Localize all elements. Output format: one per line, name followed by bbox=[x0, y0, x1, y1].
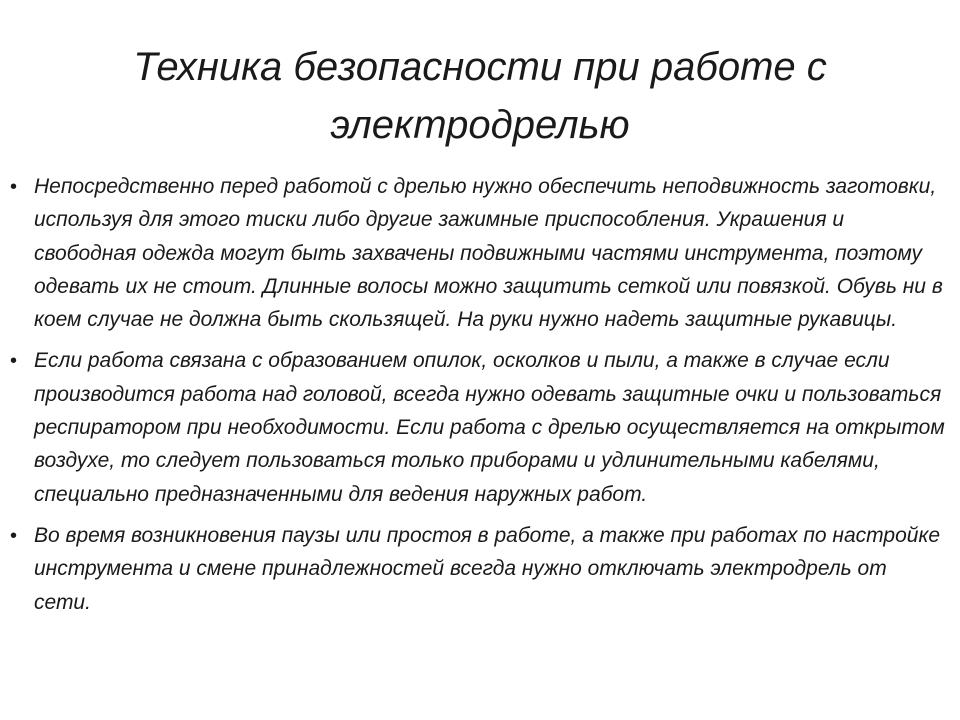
bullet-text: Во время возникновения паузы или простоя в работе, а также при работах по настройке инструмента и смене принадлежностей всегда нужно отключать электродрель от сети. bbox=[34, 523, 941, 614]
bullet-marker-icon: • bbox=[10, 524, 18, 547]
bullet-text: Если работа связана с образованием опилок, осколков и пыли, а также в случае если производится работа над головой, всегда нужно одевать защитные очки и пользоваться респиратором при необходимости. Если работа с дрелью осуществляется на открытом воздухе, то следует пользоваться только приборами и удлинительными кабелями, специально предназначенными для ведения наружных работ. bbox=[34, 349, 945, 506]
bullet-text: Непосредственно перед работой с дрелью нужно обеспечить неподвижность заготовки, используя для этого тиски либо другие зажимные приспособления. Украшения и свободная одежда могут быть захвачены подвижными частями инструмента, поэтому одевать их не стоит. Длинные волосы можно защитить сеткой или повязкой. Обувь ни в коем случае не должна быть скользящей. На руки нужно надеть защитные рукавицы. bbox=[34, 175, 943, 332]
slide-title: Техника безопасности при работе с электродрелью bbox=[133, 45, 827, 147]
bullet-marker-icon: • bbox=[10, 176, 18, 198]
bullet-item bbox=[0, 344, 960, 510]
bullet-item bbox=[0, 170, 960, 336]
bullet-item bbox=[0, 519, 960, 619]
bullet-marker-icon: • bbox=[10, 350, 18, 373]
bullet-list bbox=[0, 170, 960, 627]
